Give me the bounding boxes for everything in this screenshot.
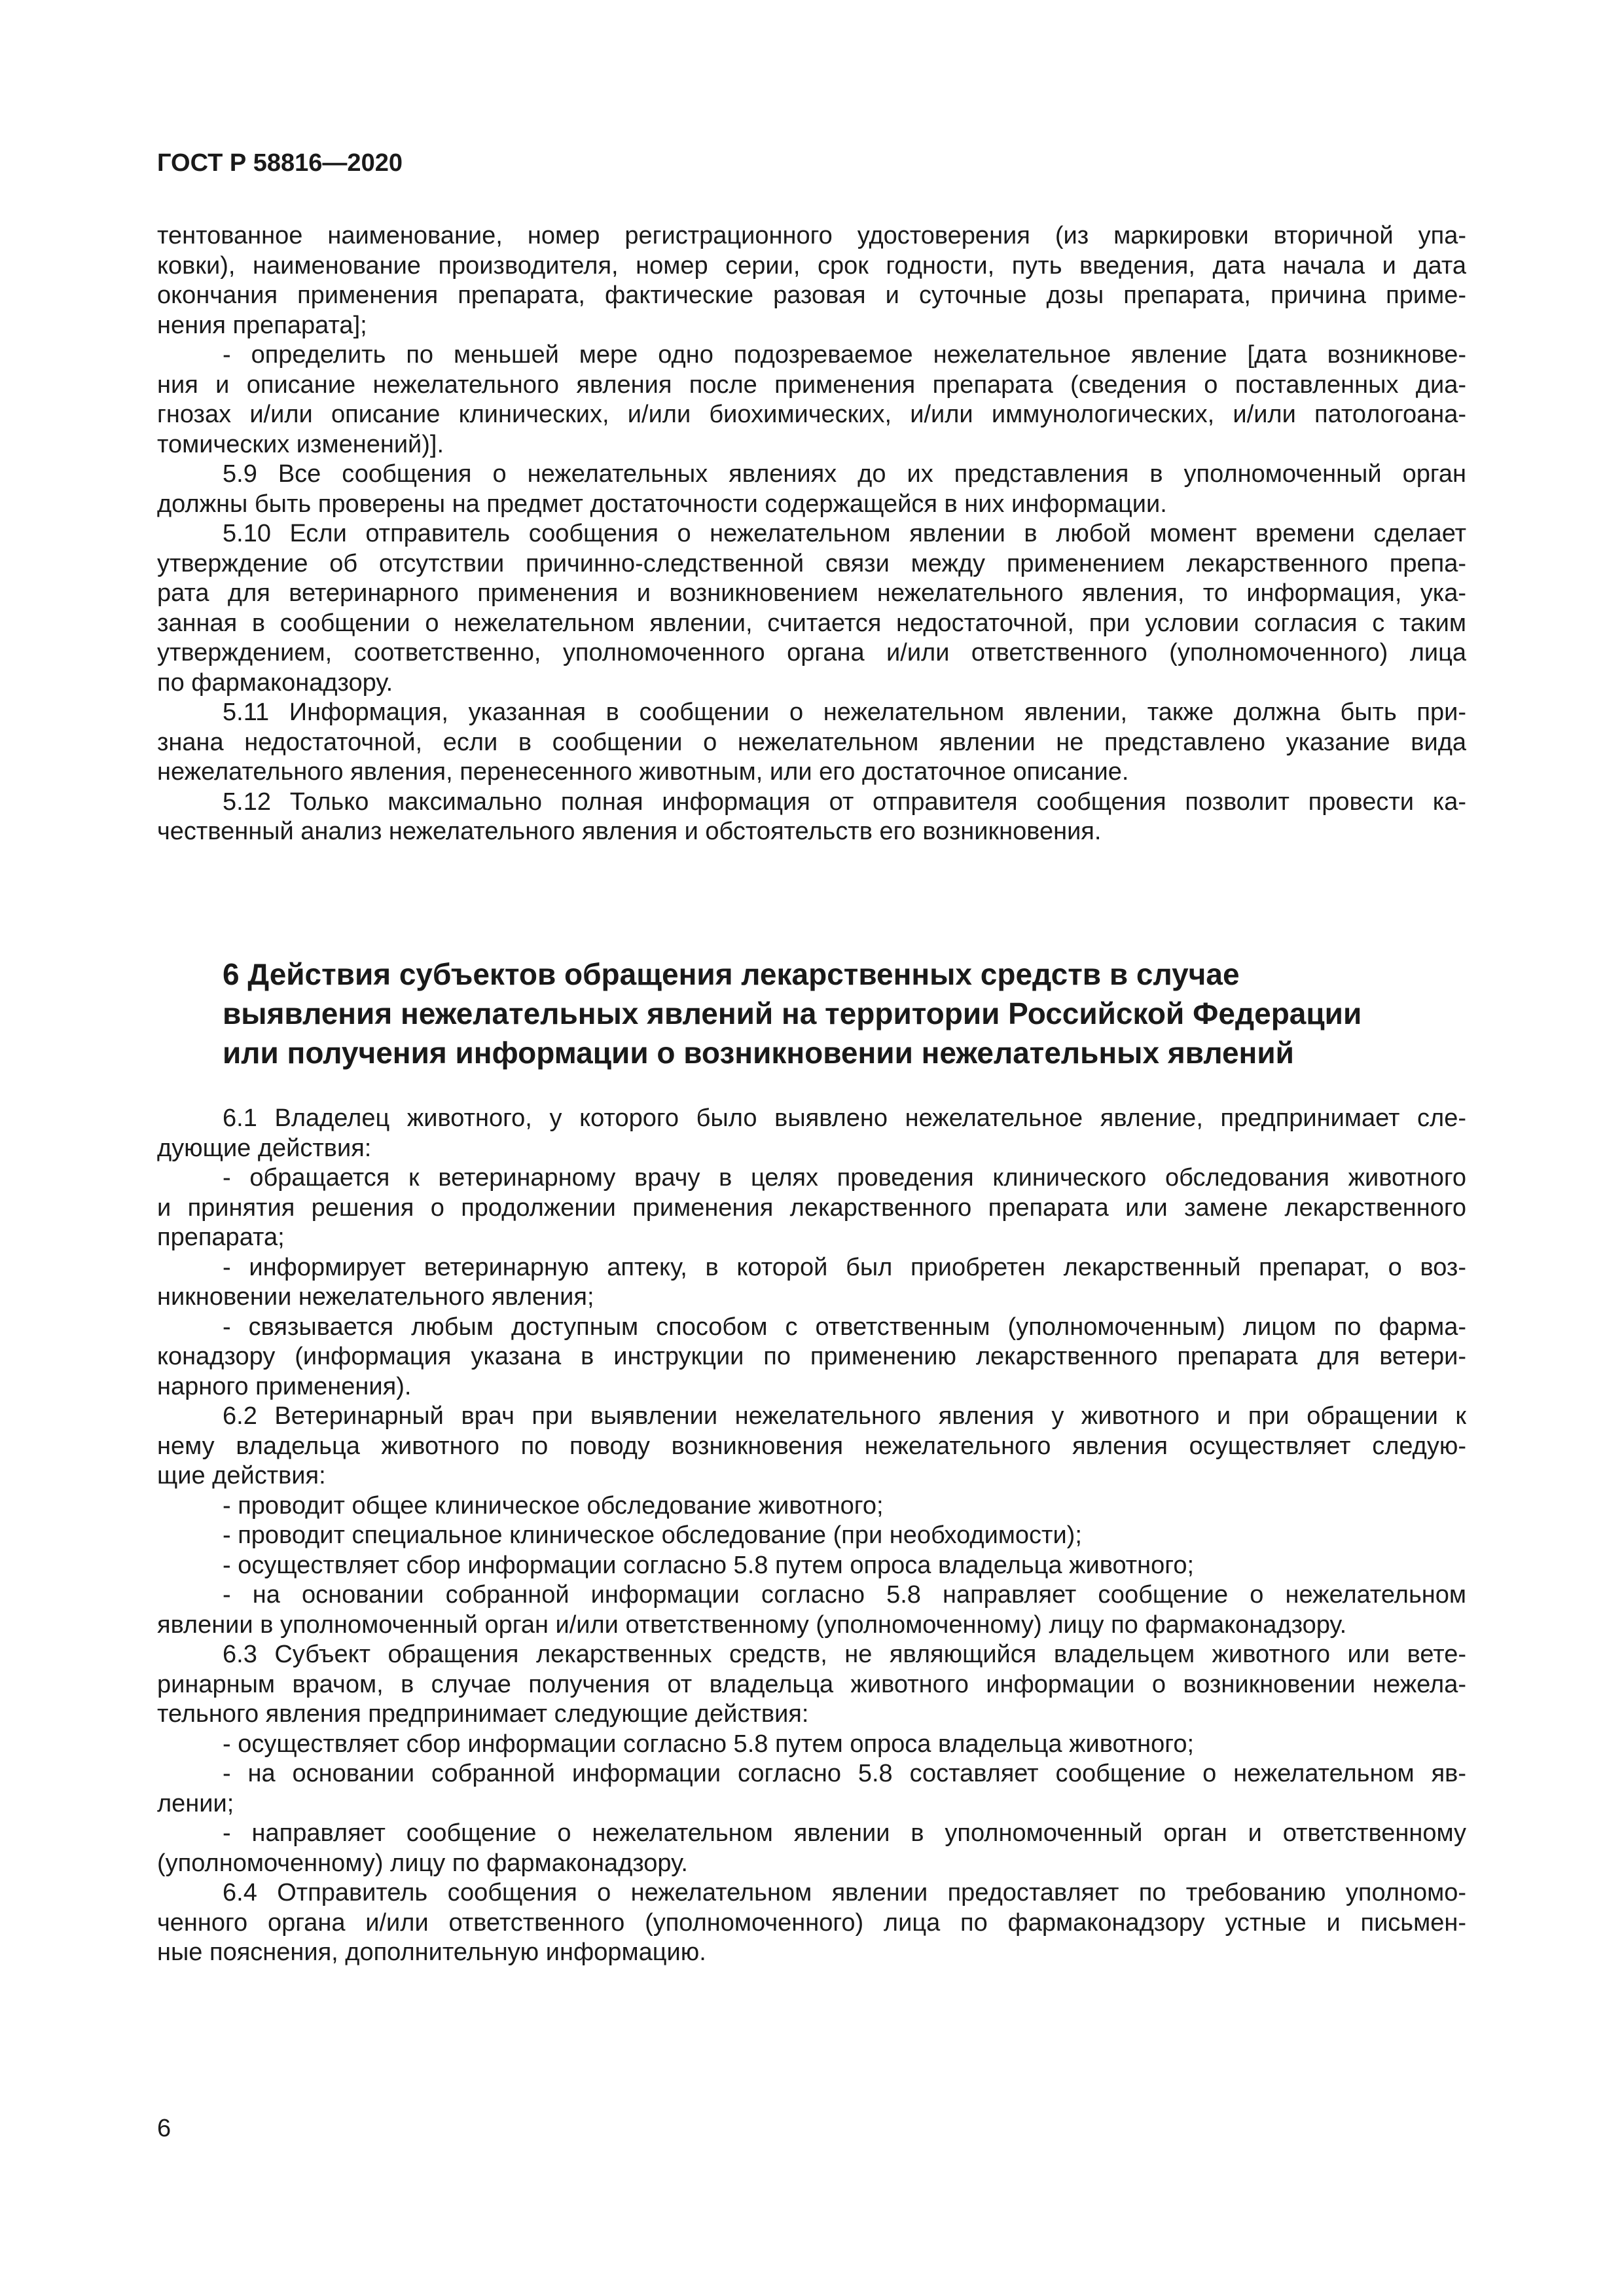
text-line: - на основании собранной информации согласно 5.8 составляет сообщение о нежелательном яв- [223, 1760, 1466, 1787]
text-line: щие действия: [157, 1462, 326, 1489]
text-line: явлении в уполномоченный орган и/или ответственному (уполномоченному) лицу по фармаконадзору. [157, 1611, 1347, 1639]
section-6-body [157, 1104, 1466, 1968]
text-line: 5.9 Все сообщения о нежелательных явлениях до их представления в уполномоченный орган [223, 460, 1466, 488]
section-5-continuation [157, 221, 1466, 847]
text-line: - осуществляет сбор информации согласно 5.8 путем опроса владельца животного; [223, 1730, 1195, 1758]
text-line: - связывается любым доступным способом с ответственным (уполномоченным) лицом по фарма- [223, 1313, 1466, 1341]
text-line: - проводит специальное клиническое обследование (при необходимости); [223, 1522, 1082, 1549]
text-line: окончания применения препарата, фактические разовая и суточные дозы препарата, причина приме- [157, 282, 1466, 309]
text-line: 5.12 Только максимально полная информация от отправителя сообщения позволит провести ка- [223, 788, 1466, 816]
text-line: конадзору (информация указана в инструкции по применению лекарственного препарата для ветери- [157, 1343, 1466, 1370]
text-line: тентованное наименование, номер регистрационного удостоверения (из маркировки вторичной упа- [157, 222, 1466, 249]
text-line: и принятия решения о продолжении применения лекарственного препарата или замене лекарственного [157, 1194, 1466, 1222]
text-line: 6.4 Отправитель сообщения о нежелательном явлении предоставляет по требованию уполномо- [223, 1879, 1466, 1906]
text-line: ченного органа и/или ответственного (уполномоченного) лица по фармаконадзору устные и письмен- [157, 1908, 1466, 1937]
text-line: лении; [157, 1789, 234, 1817]
text-line: знана недостаточной, если в сообщении о нежелательном явлении не представлено указание вида [157, 728, 1466, 756]
text-line: 6.2 Ветеринарный врач при выявлении нежелательного явления у животного и при обращении к [223, 1402, 1466, 1430]
text-line: - на основании собранной информации согласно 5.8 направляет сообщение о нежелательном [223, 1581, 1466, 1609]
text-line: 5.11 Информация, указанная в сообщении о нежелательном явлении, также должна быть при- [223, 699, 1466, 726]
heading-line: 6 Действия субъектов обращения лекарственных средств в случае [223, 957, 1240, 991]
page-number: 6 [157, 2115, 171, 2142]
text-line: тельного явления предпринимает следующие действия: [157, 1700, 809, 1728]
text-line: - информирует ветеринарную аптеку, в которой был приобретен лекарственный препарат, о воз- [223, 1253, 1466, 1281]
text-line: (уполномоченному) лицу по фармаконадзору. [157, 1849, 688, 1877]
text-line: ковки), наименование производителя, номер серии, срок годности, путь введения, дата начала и дата [157, 251, 1466, 280]
text-line: утверждение об отсутствии причинно-следственной связи между применением лекарственного препа- [157, 549, 1466, 577]
text-line: по фармаконадзору. [157, 668, 393, 697]
heading-line: выявления нежелательных явлений на территории Российской Федерации [223, 996, 1362, 1030]
text-line: рата для ветеринарного применения и возникновением нежелательного явления, то информация, ука- [157, 579, 1466, 607]
heading-line: или получения информации о возникновении нежелательных явлений [223, 1036, 1294, 1070]
text-line: - обращается к ветеринарному врачу в целях проведения клинического обследования животного [223, 1164, 1466, 1192]
text-line: нения препарата]; [157, 311, 367, 339]
text-line: - направляет сообщение о нежелательном явлении в уполномоченный орган и ответственному [223, 1819, 1466, 1847]
text-line: ния и описание нежелательного явления после применения препарата (сведения о поставленных диа- [157, 371, 1466, 399]
text-line: занная в сообщении о нежелательном явлении, считается недостаточной, при условии согласия с таким [157, 609, 1466, 637]
text-line: чественный анализ нежелательного явления и обстоятельств его возникновения. [157, 818, 1102, 845]
text-line: дующие действия: [157, 1134, 372, 1162]
document-code: ГОСТ Р 58816—2020 [157, 149, 403, 177]
text-line: никновении нежелательного явления; [157, 1283, 594, 1311]
text-line: 5.10 Если отправитель сообщения о нежелательном явлении в любой момент времени сделает [223, 520, 1466, 547]
text-line: нарного применения). [157, 1372, 412, 1400]
text-line: - осуществляет сбор информации согласно 5.8 путем опроса владельца животного; [223, 1551, 1195, 1579]
text-line: ные пояснения, дополнительную информацию. [157, 1939, 706, 1966]
text-line: утверждением, соответственно, уполномоченного органа и/или ответственного (уполномоченного) лица [157, 639, 1466, 666]
text-line: должны быть проверены на предмет достаточности содержащейся в них информации. [157, 490, 1167, 518]
text-line: 6.1 Владелец животного, у которого было выявлено нежелательное явление, предпринимает сле- [223, 1104, 1466, 1132]
text-line: ринарным врачом, в случае получения от владельца животного информации о возникновении нежела- [157, 1670, 1466, 1698]
text-line: нежелательного явления, перенесенного животным, или его достаточное описание. [157, 758, 1129, 786]
text-line: томических изменений)]. [157, 430, 444, 458]
text-line: препарата; [157, 1224, 285, 1251]
text-line: 6.3 Субъект обращения лекарственных средств, не являющийся владельцем животного или вете- [223, 1641, 1466, 1668]
text-line: гнозах и/или описание клинических, и/или биохимических, и/или иммунологических, и/или патологоана- [157, 401, 1466, 428]
text-line: - определить по меньшей мере одно подозреваемое нежелательное явление [дата возникнове- [223, 341, 1466, 369]
text-line: - проводит общее клиническое обследование животного; [223, 1491, 884, 1520]
section-6-heading [223, 955, 1466, 1072]
text-line: нему владельца животного по поводу возникновения нежелательного явления осуществляет следую- [157, 1432, 1466, 1460]
